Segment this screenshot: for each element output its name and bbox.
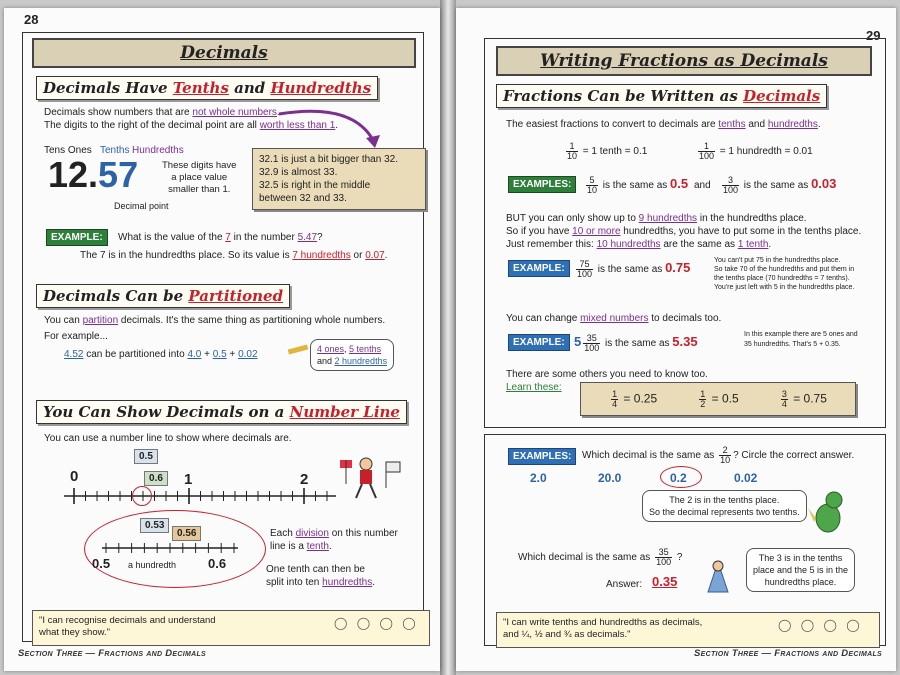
heading-partitioned: Decimals Can be Partitioned xyxy=(36,284,290,308)
number-line-intro: You can use a number line to show where decimals are. xyxy=(44,433,292,444)
example-badge: EXAMPLE: xyxy=(46,229,108,246)
explanation-bubble-1: The 2 is in the tenths place. So the decimal represents two tenths. xyxy=(642,490,807,522)
section-label: Section Three — Fractions and Decimals xyxy=(694,648,883,659)
book-spine xyxy=(440,0,456,675)
example-3-hundredths: $\frac{3}{100}$ is the same as 0.03 xyxy=(723,175,837,195)
flag-0-5: 0.5 xyxy=(134,449,158,464)
zoom-circle-small xyxy=(132,486,152,506)
page-number: 29 xyxy=(866,28,881,43)
zoom-label-0-6: 0.6 xyxy=(208,556,227,571)
zoom-label-0-5: 0.5 xyxy=(92,556,111,571)
hundredths-label: Hundredths xyxy=(132,145,184,156)
tenths-label: Tenths xyxy=(100,145,130,156)
division-note: Each division on this number line is a tenth. xyxy=(270,528,398,552)
heading-fractions-decimals: Fractions Can be Written as Decimals xyxy=(496,84,827,108)
key-fraction-half: $\frac{1}{2}$ = 0.5 xyxy=(700,388,739,409)
learn-these: Learn these: xyxy=(506,382,562,393)
tick-label-0: 0 xyxy=(70,468,79,485)
examples-badge-quiz: EXAMPLES: xyxy=(508,448,576,465)
page-title: Writing Fractions as Decimals xyxy=(496,46,872,76)
and-label: and xyxy=(694,180,711,191)
creature-icon xyxy=(702,556,736,596)
quiz-question-1: Which decimal is the same as $\frac{2}{10}$ ? Circle the correct answer. xyxy=(582,445,855,465)
flag-0-56: 0.56 xyxy=(172,526,201,541)
key-fractions-box xyxy=(580,382,856,416)
rule-line-3: Just remember this: 10 hundredths are the same as 1 tenth. xyxy=(506,239,772,250)
tenth-note: One tenth can then be split into ten hundredths. xyxy=(266,564,375,588)
examples-badge: EXAMPLES: xyxy=(508,176,576,193)
example-5-tenths: $\frac{5}{10}$ is the same as 0.5 xyxy=(587,175,689,195)
character-with-flags-icon xyxy=(340,454,410,504)
decimal-point-label: Decimal point xyxy=(114,201,169,211)
example-badge-75: EXAMPLE: xyxy=(508,260,570,277)
option-0-02[interactable]: 0.02 xyxy=(734,471,758,485)
footer-statement: "I can recognise decimals and understand what they show." xyxy=(32,610,430,646)
curved-arrow-icon xyxy=(274,102,394,152)
note-mixed: In this example there are 5 ones and 35 hundredths. That's 5 + 0.35. xyxy=(744,331,858,348)
equation-tenth: $\frac{1}{10}$ = 1 tenth = 0.1 xyxy=(567,141,648,161)
note-32: 32.1 is just a bit bigger than 32. 32.9 is almost 33. 32.5 is right in the middle between 32 and 33. xyxy=(252,148,426,210)
hundredth-label: a hundredth xyxy=(128,560,177,570)
right-page xyxy=(456,8,896,671)
intro-line-2: The digits to the right of the decimal point are all worth less than 1. xyxy=(44,120,339,131)
mixed-numbers-line: You can change mixed numbers to decimals too. xyxy=(506,313,722,324)
example-badge-mixed: EXAMPLE: xyxy=(508,334,570,351)
section-label: Section Three — Fractions and Decimals xyxy=(18,648,207,659)
equation-hundredth: $\frac{1}{100}$ = 1 hundredth = 0.01 xyxy=(699,141,813,161)
intro-line: The easiest fractions to convert to decimals are tenths and hundredths. xyxy=(506,119,821,130)
option-20-0[interactable]: 20.0 xyxy=(598,471,622,485)
answer-label: Answer: xyxy=(606,579,643,590)
answer-circle xyxy=(660,466,702,488)
note-75: You can't put 75 in the hundredths place. So take 70 of the hundredths and put them in the tenths place (70 hundredths = 7 tenths). You're just left with 5 in the hundredths place. xyxy=(714,257,855,291)
quiz-question-2: Which decimal is the same as $\frac{35}{100}$ ? xyxy=(518,547,683,567)
flag-0-53: 0.53 xyxy=(140,518,169,533)
example-mixed: 5 $\frac{35}{100}$ is the same as 5.35 xyxy=(574,333,698,353)
footer-statement: "I can write tenths and hundredths as decimals, and ¼, ½ and ¾ as decimals." xyxy=(496,612,880,648)
tens-ones-label: Tens Ones xyxy=(44,145,92,156)
key-fraction-quarter: $\frac{1}{4}$ = 0.25 xyxy=(612,388,658,409)
tick-label-1: 1 xyxy=(184,471,193,488)
flag-0-6: 0.6 xyxy=(144,471,168,486)
answer-value[interactable]: 0.35 xyxy=(652,574,678,589)
digits-note: These digits have a place value smaller than 1. xyxy=(162,160,237,195)
partition-example: 4.52 can be partitioned into 4.0 + 0.5 + 0.02 xyxy=(64,349,258,360)
zoomed-number-line xyxy=(100,540,240,556)
tick-label-2: 2 xyxy=(300,471,309,488)
heading-number-line: You Can Show Decimals on a Number Line xyxy=(36,400,407,424)
others-line: There are some others you need to know too. xyxy=(506,369,708,380)
explanation-bubble-2: The 3 is in the tenths place and the 5 is in the hundredths place. xyxy=(746,548,855,592)
page-number: 28 xyxy=(24,12,39,27)
example-question: What is the value of the 7 in the number 5.47? xyxy=(118,232,323,243)
partition-line-2: For example... xyxy=(44,331,108,342)
heading-tenths-hundredths: Decimals Have Tenths and Hundredths xyxy=(36,76,378,100)
rule-line-2: So if you have 10 or more hundredths, you have to put some in the tenths place. xyxy=(506,226,862,237)
place-value-number: 12.57 xyxy=(48,154,139,195)
left-page xyxy=(4,8,440,671)
number-line xyxy=(60,486,340,506)
self-assessment-icons[interactable]: ◯ ◯ ◯ ◯ xyxy=(334,616,419,630)
partition-line-1: You can partition decimals. It's the same thing as partitioning whole numbers. xyxy=(44,315,386,326)
example-75-hundredths: $\frac{75}{100}$ is the same as 0.75 xyxy=(577,259,691,279)
option-0-2[interactable]: 0.2 xyxy=(670,471,687,485)
option-2-0[interactable]: 2.0 xyxy=(530,471,547,485)
dragon-icon xyxy=(806,488,852,538)
example-answer: The 7 is in the hundredths place. So its value is 7 hundredths or 0.07. xyxy=(80,250,388,261)
partition-bubble: 4 ones, 5 tenths and 2 hundredths xyxy=(310,339,394,371)
intro-line-1: Decimals show numbers that are not whole numbers. xyxy=(44,107,280,118)
key-fraction-three-quarters: $\frac{3}{4}$ = 0.75 xyxy=(781,388,827,409)
self-assessment-icons[interactable]: ◯ ◯ ◯ ◯ xyxy=(778,618,863,632)
page-title: Decimals xyxy=(32,38,416,68)
rule-line-1: BUT you can only show up to 9 hundredths in the hundredths place. xyxy=(506,213,807,224)
